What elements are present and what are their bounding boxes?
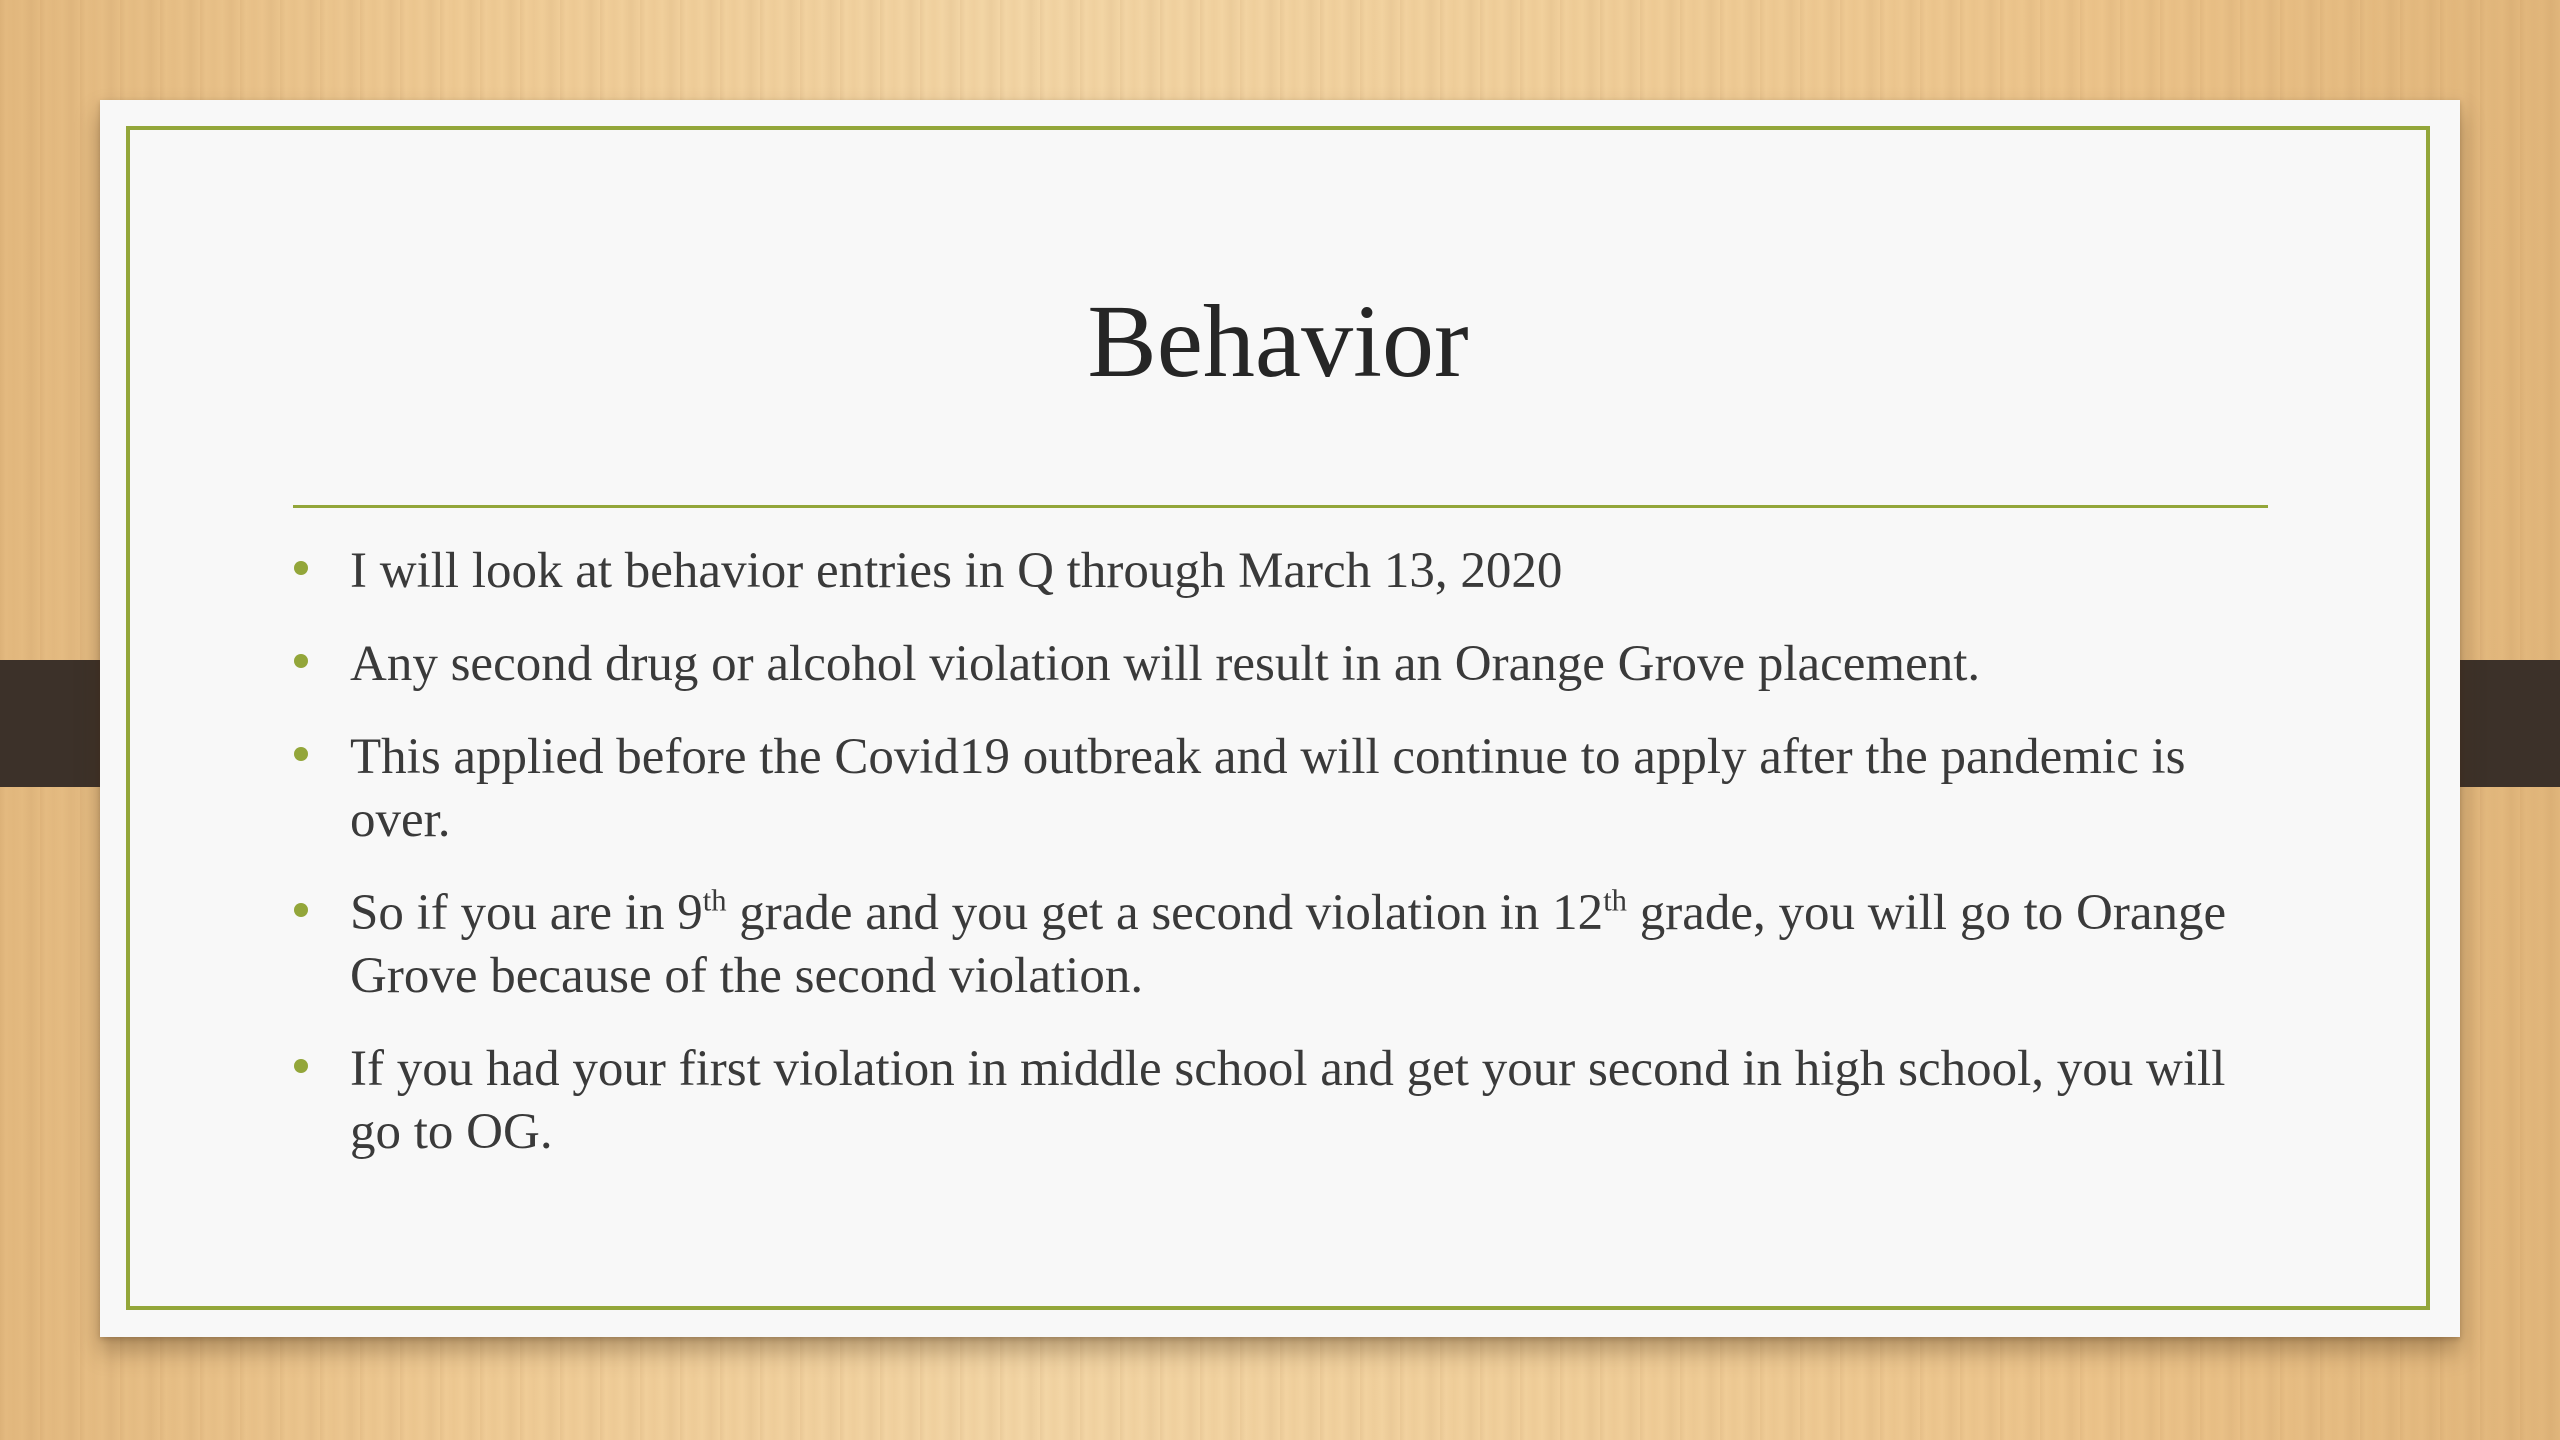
bullet-dot-icon xyxy=(294,747,308,761)
bullet-item xyxy=(294,726,2274,852)
bullet-item xyxy=(294,882,2274,1008)
bullet-text xyxy=(350,885,2226,1004)
bullet-text-segment: grade, you will go to Orange Grove because of the second violation. xyxy=(350,885,2227,1004)
bullet-item xyxy=(294,633,2274,696)
bullet-item xyxy=(294,540,2274,603)
superscript-ordinal: th xyxy=(1603,883,1627,918)
bullet-item xyxy=(294,1038,2274,1164)
bullet-text: I will look at behavior entries in Q through March 13, 2020 xyxy=(350,543,1563,599)
bullet-text: This applied before the Covid19 outbreak and will continue to apply after the pandemic is over. xyxy=(350,729,2186,848)
bullet-text: Any second drug or alcohol violation will result in an Orange Grove placement. xyxy=(350,636,1981,692)
bullet-text-segment: So if you are in 9 xyxy=(350,885,703,941)
bullet-list xyxy=(294,540,2274,1194)
bullet-text: If you had your first violation in middle school and get your second in high school, you will go to OG. xyxy=(350,1041,2226,1160)
bullet-dot-icon xyxy=(294,1059,308,1073)
title-divider xyxy=(293,505,2268,508)
superscript-ordinal: th xyxy=(702,883,727,918)
bullet-dot-icon xyxy=(294,654,308,668)
bullet-dot-icon xyxy=(294,903,308,917)
slide-title: Behavior xyxy=(1087,284,1469,399)
bullet-dot-icon xyxy=(294,561,308,575)
bullet-text-segment: grade and you get a second violation in 12 xyxy=(726,885,1604,941)
